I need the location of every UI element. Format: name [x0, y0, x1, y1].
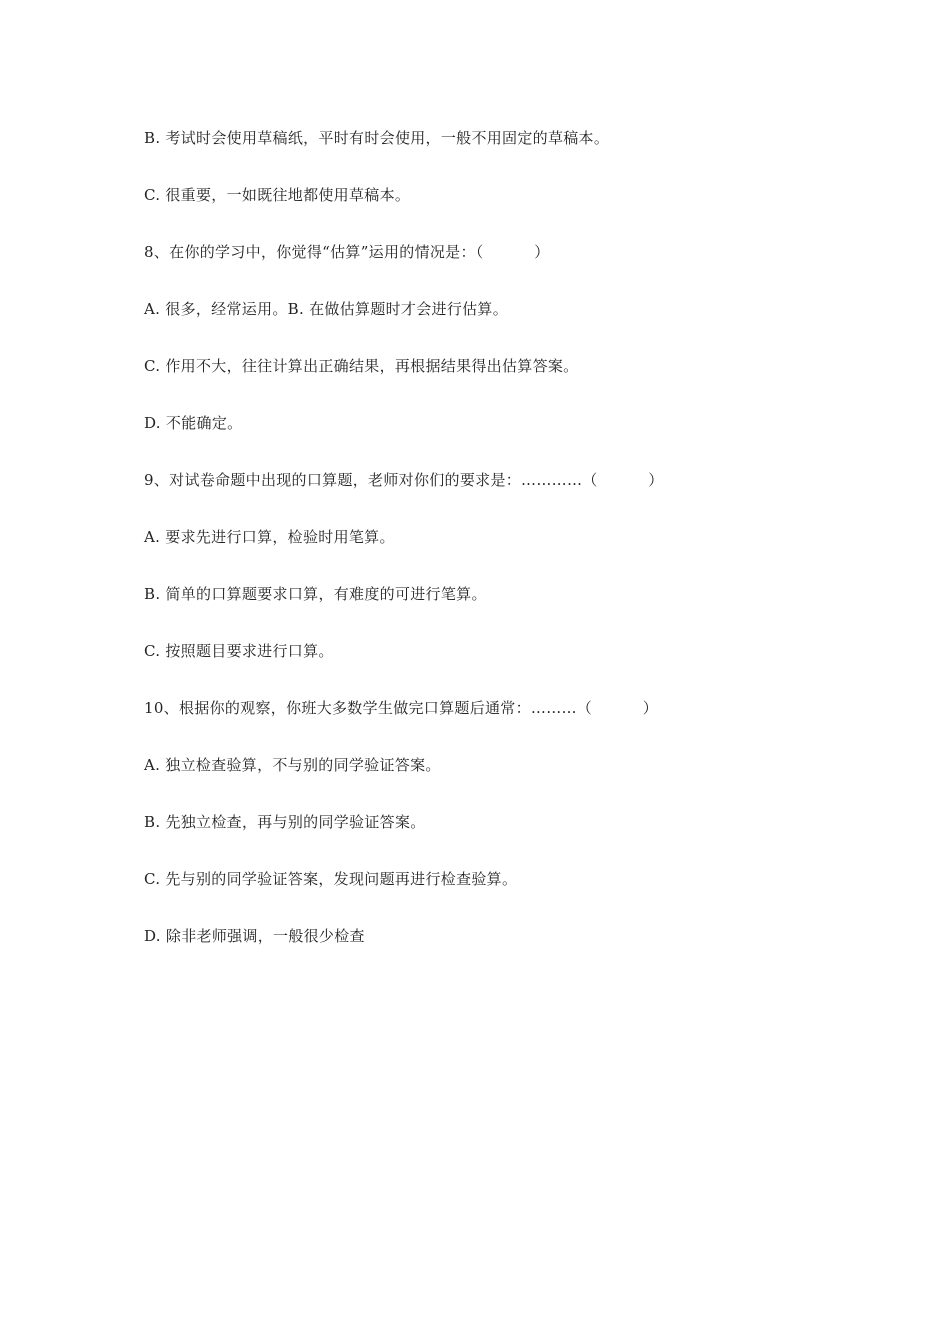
question-10: 10、根据你的观察，你班大多数学生做完口算题后通常：………（ ） [144, 699, 659, 717]
option-d-q10: D. 除非老师强调，一般很少检查 [144, 927, 365, 945]
option-b-q7: B. 考试时会使用草稿纸，平时有时会使用，一般不用固定的草稿本。 [144, 129, 610, 147]
option-a-b-q8: A. 很多，经常运用。B. 在做估算题时才会进行估算。 [144, 300, 509, 318]
option-a-q10: A. 独立检查验算，不与别的同学验证答案。 [144, 756, 441, 774]
question-8: 8、在你的学习中，你觉得“估算”运用的情况是：（ ） [144, 243, 550, 261]
option-c-q7: C. 很重要，一如既往地都使用草稿本。 [144, 186, 411, 204]
document-body [144, 126, 844, 981]
option-b-q10: B. 先独立检查，再与别的同学验证答案。 [144, 813, 426, 831]
option-c-q10: C. 先与别的同学验证答案，发现问题再进行检查验算。 [144, 870, 518, 888]
option-c-q8: C. 作用不大，往往计算出正确结果，再根据结果得出估算答案。 [144, 357, 579, 375]
question-9: 9、对试卷命题中出现的口算题，老师对你们的要求是：…………（ ） [144, 471, 664, 489]
option-d-q8: D. 不能确定。 [144, 414, 243, 432]
option-c-q9: C. 按照题目要求进行口算。 [144, 642, 334, 660]
option-a-q9: A. 要求先进行口算，检验时用笔算。 [144, 528, 395, 546]
option-b-q9: B. 简单的口算题要求口算，有难度的可进行笔算。 [144, 585, 487, 603]
